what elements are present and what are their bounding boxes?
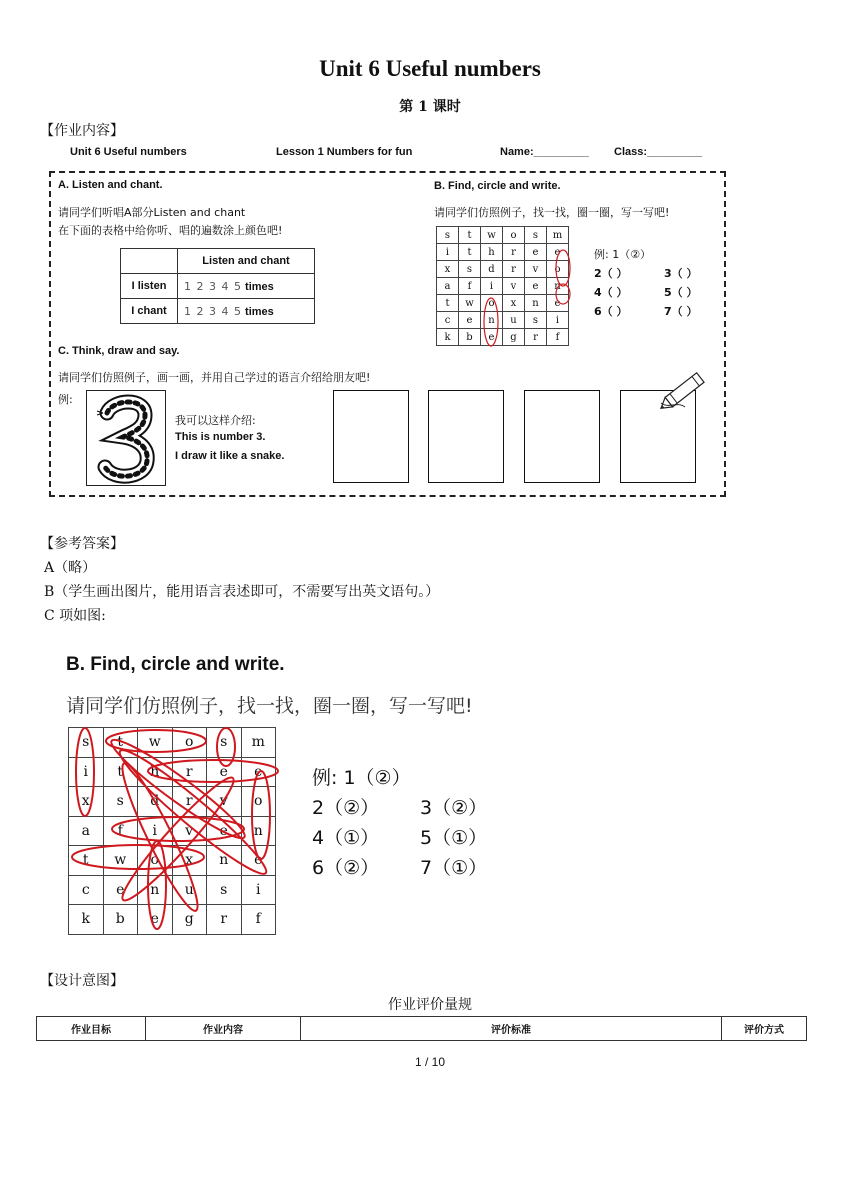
grid-letter[interactable]: u <box>172 875 207 905</box>
circle-mark <box>484 298 498 346</box>
grid-letter[interactable]: n <box>481 312 503 329</box>
grid-letter[interactable]: s <box>437 227 459 244</box>
rubric-caption: 作业评价量规 <box>388 997 472 1013</box>
grid-letter[interactable]: e <box>525 278 547 295</box>
grid-letter[interactable]: i <box>437 244 459 261</box>
grid-letter[interactable]: r <box>172 787 207 817</box>
chant-row-label: I listen <box>121 274 178 299</box>
grid-letter[interactable]: e <box>207 757 242 787</box>
grid-letter[interactable]: t <box>69 846 104 876</box>
grid-letter[interactable]: d <box>138 787 173 817</box>
worksheet-unit: Unit 6 Useful numbers <box>70 146 187 158</box>
page-number: 1 / 10 <box>414 1055 446 1069</box>
times-label: times <box>245 305 274 318</box>
grid-letter[interactable]: n <box>207 846 242 876</box>
grid-letter[interactable]: w <box>481 227 503 244</box>
grid-letter[interactable]: o <box>503 227 525 244</box>
section-reference: 【参考答案】 <box>40 536 124 552</box>
circle-mark <box>252 771 270 859</box>
grid-letter[interactable]: n <box>241 816 276 846</box>
rubric-header-content: 作业内容 <box>146 1017 301 1041</box>
chant-table-header: Listen and chant <box>178 249 315 274</box>
worksheet-name: Name:_________ <box>500 146 589 158</box>
answer-blank-2[interactable]: 2（ ） <box>594 267 628 280</box>
worksheet-lesson: Lesson 1 Numbers for fun <box>276 146 413 158</box>
drawing-box-2[interactable] <box>428 390 504 483</box>
answer-example: 例: 1（②） <box>594 248 652 261</box>
example-sentence-1: This is number 3. <box>175 431 266 443</box>
answer-image-title: B. Find, circle and write. <box>66 654 285 675</box>
answer-image-6: 6（②） <box>312 857 380 879</box>
answer-c: C 项如图: <box>44 608 106 624</box>
grid-letter[interactable]: i <box>547 312 569 329</box>
grid-letter[interactable]: c <box>69 875 104 905</box>
grid-letter[interactable]: u <box>503 312 525 329</box>
grid-letter[interactable]: m <box>547 227 569 244</box>
answer-blank-6[interactable]: 6（ ） <box>594 305 628 318</box>
grid-letter[interactable]: r <box>503 244 525 261</box>
grid-letter[interactable]: o <box>172 728 207 758</box>
grid-letter[interactable]: e <box>207 816 242 846</box>
part-b-instruction: 请同学们仿照例子，找一找，圈一圈，写一写吧! <box>434 206 670 219</box>
answer-image-5: 5（①） <box>420 827 488 849</box>
grid-letter[interactable]: m <box>241 728 276 758</box>
grid-letter[interactable]: f <box>241 905 276 935</box>
grid-letter[interactable]: e <box>138 905 173 935</box>
rubric-header-method: 评价方式 <box>722 1017 807 1041</box>
grid-letter[interactable]: x <box>172 846 207 876</box>
answer-circles <box>68 727 282 932</box>
part-a-line1: 请同学们听唱A部分Listen and chant <box>58 206 246 219</box>
grid-letter[interactable]: r <box>207 905 242 935</box>
chant-row-values <box>178 299 315 324</box>
grid-letter[interactable]: f <box>547 329 569 346</box>
grid-letter[interactable]: v <box>172 816 207 846</box>
grid-letter[interactable]: r <box>503 261 525 278</box>
rubric-header-goal: 作业目标 <box>37 1017 146 1041</box>
grid-letter[interactable]: w <box>459 295 481 312</box>
circle-mark <box>76 728 94 816</box>
grid-letter[interactable]: t <box>437 295 459 312</box>
part-b-title: B. Find, circle and write. <box>434 180 561 192</box>
grid-letter[interactable]: h <box>481 244 503 261</box>
grid-letter[interactable]: v <box>207 787 242 817</box>
grid-letter[interactable]: o <box>241 787 276 817</box>
grid-letter[interactable]: b <box>459 329 481 346</box>
circle-mark <box>556 284 570 304</box>
grid-letter[interactable]: f <box>459 278 481 295</box>
grid-letter[interactable]: k <box>437 329 459 346</box>
grid-letter[interactable]: n <box>138 875 173 905</box>
circle-mark <box>148 760 278 782</box>
chant-numbers[interactable]: 1 2 3 4 5 <box>184 279 242 293</box>
circle-mark <box>114 770 242 908</box>
rubric-header-criteria: 评价标准 <box>301 1017 722 1041</box>
page-title: Unit 6 Useful numbers <box>319 56 541 81</box>
chant-numbers[interactable]: 1 2 3 4 5 <box>184 304 242 318</box>
grid-letter[interactable]: e <box>547 244 569 261</box>
section-design: 【设计意图】 <box>40 973 124 989</box>
grid-letter[interactable]: x <box>437 261 459 278</box>
answer-b: B（学生画出图片，能用语言表述即可，不需要写出英文语句。） <box>44 584 440 600</box>
grid-letter[interactable]: s <box>525 312 547 329</box>
rubric-table <box>36 1016 807 1041</box>
grid-letter[interactable]: i <box>69 757 104 787</box>
grid-letter[interactable]: s <box>69 728 104 758</box>
grid-letter[interactable]: r <box>525 329 547 346</box>
chant-row-values <box>178 274 315 299</box>
grid-letter[interactable]: i <box>481 278 503 295</box>
grid-letter[interactable]: f <box>103 816 138 846</box>
grid-letter[interactable]: i <box>241 875 276 905</box>
grid-letter[interactable]: x <box>69 787 104 817</box>
grid-letter[interactable]: t <box>459 227 481 244</box>
worksheet-class: Class:_________ <box>614 146 703 158</box>
grid-letter[interactable]: a <box>69 816 104 846</box>
grid-letter[interactable]: e <box>525 244 547 261</box>
grid-letter[interactable]: e <box>241 846 276 876</box>
grid-letter[interactable]: o <box>547 261 569 278</box>
answer-blank-4[interactable]: 4（ ） <box>594 286 628 299</box>
grid-letter[interactable]: b <box>103 905 138 935</box>
snake-3-drawing <box>86 390 166 486</box>
part-c-instruction: 请同学们仿照例子，画一画，并用自己学过的语言介绍给朋友吧! <box>58 371 371 384</box>
grid-letter[interactable]: g <box>503 329 525 346</box>
grid-letter[interactable]: t <box>459 244 481 261</box>
grid-letter[interactable]: e <box>459 312 481 329</box>
grid-letter[interactable]: s <box>207 728 242 758</box>
answer-blank-3[interactable]: 3（ ） <box>664 267 698 280</box>
grid-letter[interactable]: i <box>138 816 173 846</box>
times-label: times <box>245 280 274 293</box>
chant-row-label: I chant <box>121 299 178 324</box>
circle-mark <box>148 841 166 929</box>
drawing-box-3[interactable] <box>524 390 600 483</box>
grid-letter[interactable]: k <box>69 905 104 935</box>
circle-mark <box>556 250 570 286</box>
grid-letter[interactable]: o <box>481 295 503 312</box>
grid-letter[interactable]: d <box>481 261 503 278</box>
grid-letter[interactable]: c <box>437 312 459 329</box>
grid-letter[interactable]: s <box>459 261 481 278</box>
grid-letter[interactable]: s <box>207 875 242 905</box>
grid-letter[interactable]: n <box>547 278 569 295</box>
example-circles <box>436 226 576 350</box>
answer-a: A（略） <box>44 560 97 576</box>
answer-image-example: 例: 1（②） <box>312 767 411 789</box>
section-homework: 【作业内容】 <box>40 123 124 139</box>
pencil-icon <box>655 365 717 415</box>
grid-letter[interactable]: o <box>138 846 173 876</box>
grid-letter[interactable]: n <box>525 295 547 312</box>
grid-letter[interactable]: s <box>525 227 547 244</box>
answer-image-4: 4（①） <box>312 827 380 849</box>
answer-image-instruction: 请同学们仿照例子，找一找，圈一圈，写一写吧! <box>66 695 473 717</box>
intro-text: 我可以这样介绍: <box>175 414 256 427</box>
grid-letter[interactable]: e <box>547 295 569 312</box>
grid-letter[interactable]: v <box>503 278 525 295</box>
part-c-title: C. Think, draw and say. <box>58 345 180 357</box>
answer-image-3: 3（②） <box>420 797 488 819</box>
grid-letter[interactable]: x <box>503 295 525 312</box>
grid-letter[interactable]: a <box>437 278 459 295</box>
answer-blank-5[interactable]: 5（ ） <box>664 286 698 299</box>
grid-letter[interactable]: e <box>103 875 138 905</box>
grid-letter[interactable]: t <box>103 757 138 787</box>
answer-blank-7[interactable]: 7（ ） <box>664 305 698 318</box>
part-a-line2: 在下面的表格中给你听、唱的遍数涂上颜色吧! <box>58 224 283 237</box>
grid-letter[interactable]: e <box>241 757 276 787</box>
chant-table <box>120 248 315 324</box>
drawing-box-1[interactable] <box>333 390 409 483</box>
grid-letter[interactable]: g <box>172 905 207 935</box>
grid-letter[interactable]: v <box>525 261 547 278</box>
lesson-subtitle: 第 1 课时 <box>399 99 461 115</box>
grid-letter[interactable]: s <box>103 787 138 817</box>
part-a-title: A. Listen and chant. <box>58 179 163 191</box>
example-sentence-2: I draw it like a snake. <box>175 450 285 462</box>
grid-letter[interactable]: e <box>481 329 503 346</box>
grid-letter[interactable]: w <box>138 728 173 758</box>
answer-image-2: 2（②） <box>312 797 380 819</box>
example-label: 例: <box>58 393 73 406</box>
grid-letter[interactable]: h <box>138 757 173 787</box>
grid-letter[interactable]: w <box>103 846 138 876</box>
grid-letter[interactable]: t <box>103 728 138 758</box>
answer-image-7: 7（①） <box>420 857 488 879</box>
grid-letter[interactable]: r <box>172 757 207 787</box>
